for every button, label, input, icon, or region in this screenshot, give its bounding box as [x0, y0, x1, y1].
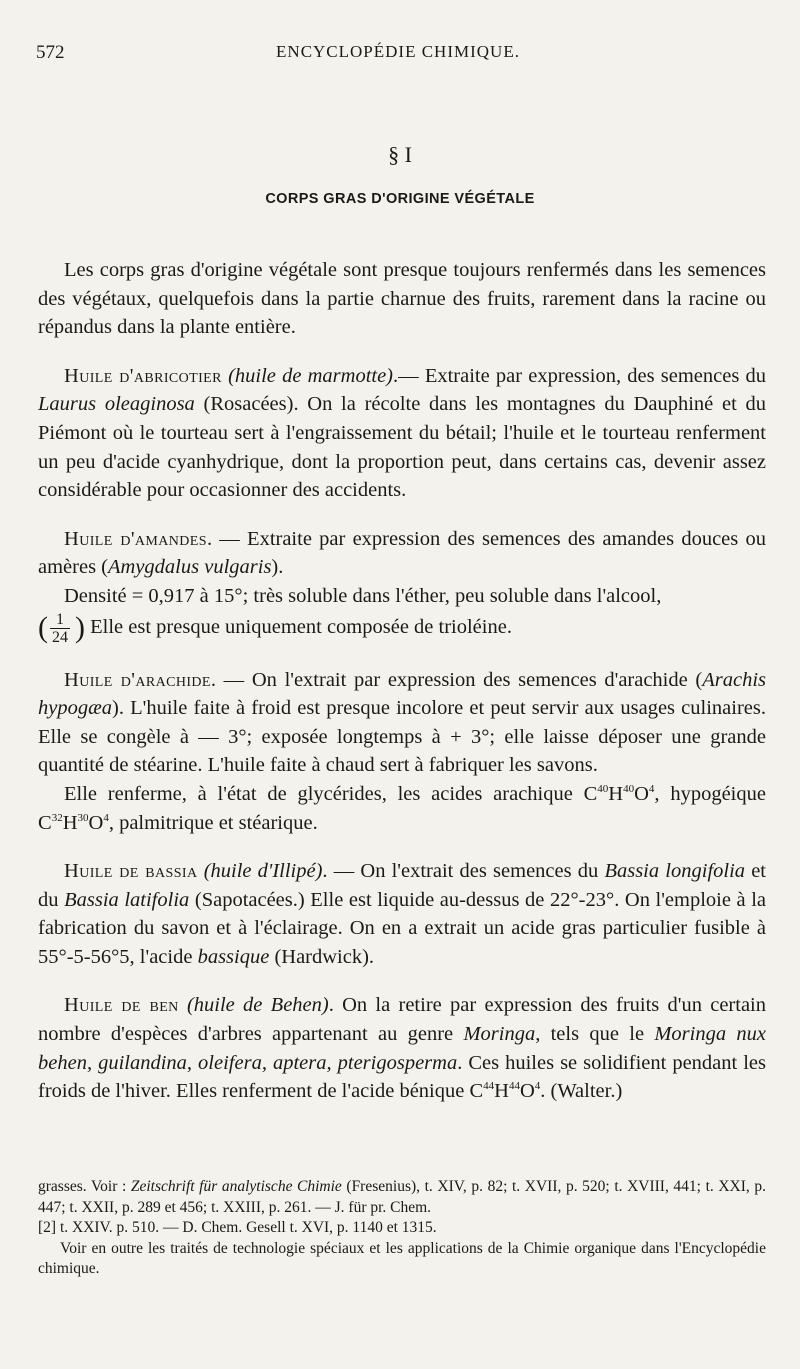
species-name: Bassia latifolia [64, 888, 190, 911]
entry-text: . (Walter.) [540, 1080, 623, 1103]
footnote-references-cont [38, 1218, 766, 1239]
acids-text: , palmitrique et stéarique. [108, 811, 318, 834]
formula-element: H [608, 782, 624, 805]
formula-subscript: 32 [51, 811, 63, 824]
species-name: Laurus oleaginosa [38, 393, 195, 416]
footnote-text: Voir en outre les traités de technologie spéciaux et les applications de la Chimie organique dans l'Encyclopédie chimique. [38, 1239, 766, 1277]
formula-subscript: 4 [103, 811, 109, 824]
entry-text: (Rosacées). On la récolte dans les montagnes du Dauphiné et du Piémont où le tourteau sert à l'engraissement du bétail; l'huile et le tourteau renferment un peu d'acide cyanhydrique, dont la proportion peut, dans certains cas, devenir assez considérable pour occasionner des accidents. [38, 393, 766, 502]
footnote-text: (Fresenius), t. XIV, p. 82; t. XVII, p. 520; t. XVIII, 441; t. XXI, p. 447; t. XXII, p. 289 et 456; t. XXIII, p. 261. — J. für pr. Chem. [38, 1178, 766, 1216]
composition-paragraph [38, 611, 766, 646]
entry-text: . — On l'extrait des semences du [322, 860, 605, 883]
formula-subscript: 30 [77, 811, 89, 824]
entry-abricotier [38, 362, 766, 505]
formula-subscript: 40 [597, 783, 609, 796]
page-number: 572 [36, 42, 65, 63]
acids-text: Elle renferme, à l'état de glycérides, les acides arachique C [64, 782, 598, 805]
entry-text: , tels que le [535, 1023, 655, 1046]
footnote-see-also [38, 1239, 766, 1280]
entry-text: ). [271, 556, 284, 579]
entry-text: ). L'huile faite à froid est presque incolore et peut servir aux usages culinaires. Elle se congèle à — 3°; exposée longtemps à + 3°; elle laisse déposer une grande quantité de stéarine. L'huile faite à chaud sert à fabriquer les savons. [38, 697, 766, 777]
entry-text: .— Extraite par expression, des semences du [393, 364, 766, 387]
entry-text: . On la retire par expression des fruits d'un certain nombre d'espèces d'arbres appartenant au genre [38, 994, 767, 1046]
entry-text: . Ces huiles se solidifient pendant les froids de l'hiver. Elles renferment de l'acide bénique C [38, 1051, 766, 1103]
entry-heading: Huile d'arachide [64, 668, 211, 691]
fraction-denominator: 24 [52, 628, 68, 646]
acids-text: , hypogéique C [38, 782, 766, 834]
main-text [38, 256, 766, 1106]
fraction-numerator: 1 [50, 611, 70, 629]
entry-heading: Huile d'abricotier [64, 364, 222, 387]
page-header [36, 36, 760, 66]
entry-heading: Huile d'amandes [64, 527, 207, 550]
section-mark: § I [388, 142, 412, 167]
species-name: Arachis hypogæa [38, 668, 767, 720]
entry-text: . — On l'extrait par expression des semences d'arachide ( [210, 668, 703, 691]
acids-paragraph [38, 780, 766, 837]
entry-text: et du [38, 860, 767, 911]
journal-title: Zeitschrift für analytische Chimie [130, 1178, 342, 1195]
intro-paragraph [38, 256, 766, 342]
entry-text: . — Extraite par expression des semences des amandes douces ou amères ( [38, 527, 766, 579]
entry-text: (Sapotacées.) Elle est liquide au-dessus de 22°-23°. On l'emploie à la fabrication du savon et à l'éclairage. On en a extrait un acide gras particulier fusible à 55°-5-56°5, l'acide [38, 888, 767, 968]
species-name: Amygdalus vulgaris [108, 556, 272, 579]
footnote-text: [2] t. XXIV. p. 510. — D. Chem. Gesell t. XVI, p. 1140 et 1315. [38, 1219, 437, 1236]
footnotes [38, 1177, 766, 1280]
formula-subscript: 4 [648, 783, 655, 796]
formula-element: O [634, 782, 649, 805]
formula-subscript: 44 [483, 1080, 495, 1093]
acid-name: bassique [197, 945, 270, 968]
formula-element: O [88, 811, 104, 834]
entry-arachide [38, 666, 766, 780]
entry-amandes [38, 525, 766, 582]
density-text: Densité = 0,917 à 15°; très soluble dans l'éther, peu soluble dans l'alcool, [64, 584, 662, 607]
section-title: CORPS GRAS D'ORIGINE VÉGÉTALE [265, 191, 535, 207]
running-title: ENCYCLOPÉDIE CHIMIQUE. [276, 42, 520, 61]
entry-ben [38, 991, 766, 1105]
paren-close: ) [75, 610, 85, 644]
footnote-text: grasses. Voir : [38, 1178, 131, 1195]
entry-text: (Hardwick). [269, 945, 375, 968]
formula-element: H [494, 1080, 509, 1103]
density-paragraph [38, 582, 766, 611]
composition-text: Elle est presque uniquement composée de trioléine. [90, 615, 512, 638]
genus-name: Moringa [463, 1023, 536, 1046]
entry-alias: (huile d'Illipé) [203, 860, 323, 883]
entry-bassia [38, 857, 766, 971]
entry-alias: (huile de Behen) [186, 994, 329, 1017]
formula-element: O [519, 1080, 535, 1103]
paren-open: ( [38, 610, 48, 644]
entry-heading: Huile de bassia [64, 860, 198, 883]
formula-subscript: 40 [623, 783, 635, 796]
formula-subscript: 4 [534, 1080, 541, 1093]
entry-heading: Huile de ben [64, 994, 179, 1017]
species-name: Bassia longifolia [604, 860, 746, 883]
entry-alias: (huile de marmotte) [228, 364, 394, 387]
solubility-fraction [50, 611, 70, 646]
species-list: Moringa nux behen, guilandina, oleifera, aptera, pterigosperma [38, 1023, 766, 1074]
formula-subscript: 44 [508, 1080, 520, 1093]
formula-element: H [62, 811, 78, 834]
footnote-references [38, 1177, 766, 1218]
intro-text: Les corps gras d'origine végétale sont presque toujours renfermés dans les semences des végétaux, quelquefois dans la partie charnue des fruits, rarement dans la racine ou répandus dans la plante entière. [38, 259, 766, 339]
